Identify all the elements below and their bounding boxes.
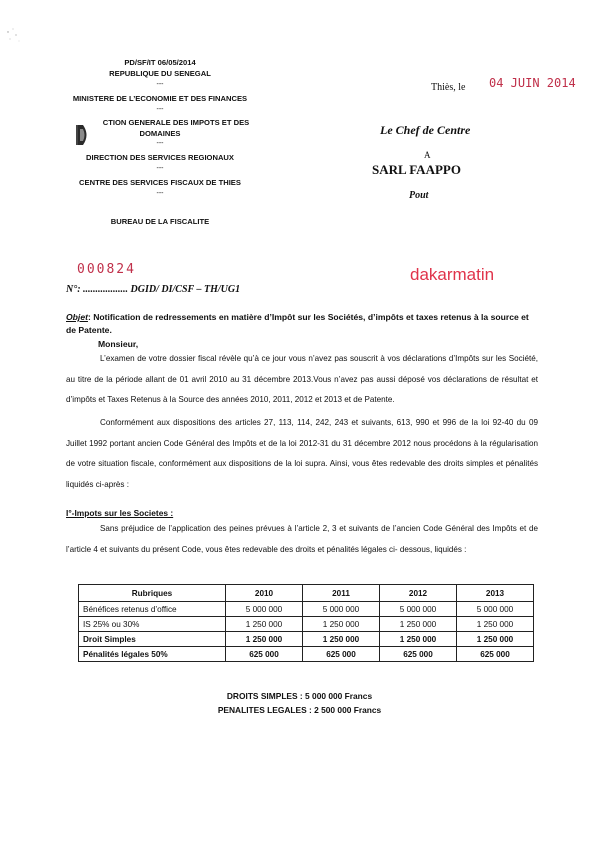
table-header: Rubriques [79,585,226,602]
centre-label: CENTRE DES SERVICES FISCAUX DE THIES [79,178,241,187]
table-header: 2011 [303,585,380,602]
separator: --- [156,81,164,88]
table-row [79,602,534,617]
total-penalites: PENALITES LEGALES : 2 500 000 Francs [217,705,382,715]
recipient-city: Pout [409,190,429,201]
scan-specks [4,26,24,46]
republic-label: REPUBLIQUE DU SENEGAL [109,69,211,78]
recipient-name: SARL FAAPPO [372,162,461,177]
bureau-label: BUREAU DE LA FISCALITE [110,217,210,226]
separator: --- [156,106,164,113]
ministry-label: MINISTERE DE L’ECONOMIE ET DES FINANCES [72,94,248,103]
sender-title: Le Chef de Centre [380,123,471,137]
direction-regional-label: DIRECTION DES SERVICES REGIONAUX [86,153,234,162]
table-cell: 1 250 000 [226,632,303,647]
total-droits-simples: DROITS SIMPLES : 5 000 000 Francs [226,691,373,701]
table-cell: 1 250 000 [303,617,380,632]
table-cell: 1 250 000 [380,617,457,632]
table-cell: Droit Simples [79,632,226,647]
table-cell: Pénalités légales 50% [79,647,226,662]
table-row [79,647,534,662]
table-row [79,617,534,632]
watermark-text: dakarmatin [410,265,495,284]
reference-line: N°: .................. DGID/ DI/CSF – TH/UG1 [66,284,241,295]
paragraph-1: L’examen de votre dossier fiscal révèle qu’à ce jour vous n’avez pas souscrit à vos déclarations d’Impôts sur les Société, au titre de la période allant de 01 avril 2010 au 31 décembre 2013.Vous n’avez pas aussi déposé vos déclarations de résultat et d’impôts et Taxes Retenus à la Source des années 2010, 2011, 2012 et 2013 et de Patente. [66,354,538,404]
table-cell: 625 000 [457,647,534,662]
table-cell: 5 000 000 [380,602,457,617]
paragraph-2: Conformément aux dispositions des articles 27, 113, 114, 242, 243 et suivants, 613, 990 et 996 de la loi 92-40 du 09 Juillet 1992 portant ancien Code Général des Impôts et de la loi 2012-31 du 31 décembre 2012 nous procédons à la régularisation de votre situation fiscale, conformément aux dispositions de la loi supra. Ainsi, vous êtes redevable des droits simples et pénalités liquidés ci-après : [66,418,538,489]
table-header: 2012 [380,585,457,602]
table-cell: 1 250 000 [303,632,380,647]
tax-table [78,584,534,662]
table-cell: 625 000 [226,647,303,662]
table-cell: 5 000 000 [457,602,534,617]
direction-general-line1: CTION GENERALE DES IMPOTS ET DES [102,118,250,127]
salutation: Monsieur, [98,339,139,349]
table-row [79,632,534,647]
table-cell: 1 250 000 [457,632,534,647]
table-cell: 1 250 000 [457,617,534,632]
separator: --- [156,140,164,147]
objet-label: Objet [66,312,88,322]
date-stamp: 04 JUIN 2014 [489,76,576,90]
table-cell: IS 25% ou 30% [79,617,226,632]
table-cell: 625 000 [380,647,457,662]
table-cell: 1 250 000 [226,617,303,632]
paragraph-3: Sans préjudice de l’application des peines prévues à l’article 2, 3 et suivants de l’ancien Code Général des Impôts et de l’article 4 et suivants du présent Code, vous êtes redevable des droits et pénalités légales ci- dessous, liquidés : [66,524,538,554]
table-cell: 5 000 000 [226,602,303,617]
to-label: A [424,150,431,160]
dgid-logo-icon [74,122,92,148]
section-title: I°-Impots sur les Societes : [66,508,174,518]
place-prefix: Thiès, le [431,82,466,93]
table-header: 2013 [457,585,534,602]
table-header-row [79,585,534,602]
objet-text: : Notification de redressements en matière d’Impôt sur les Sociétés, d’impôts et taxes retenus à la source et de Patente. [66,312,529,335]
table-cell: Bénéfices retenus d’office [79,602,226,617]
table-cell: 625 000 [303,647,380,662]
table-cell: 5 000 000 [303,602,380,617]
objet-paragraph [66,311,536,337]
table-cell: 1 250 000 [380,632,457,647]
document-ref-code: PD/SF/IT 06/05/2014 [124,58,196,67]
separator: --- [156,190,164,197]
direction-general-line2: DOMAINES [139,129,181,138]
document-number-stamp: 000824 [77,262,136,277]
table-header: 2010 [226,585,303,602]
separator: --- [156,165,164,172]
